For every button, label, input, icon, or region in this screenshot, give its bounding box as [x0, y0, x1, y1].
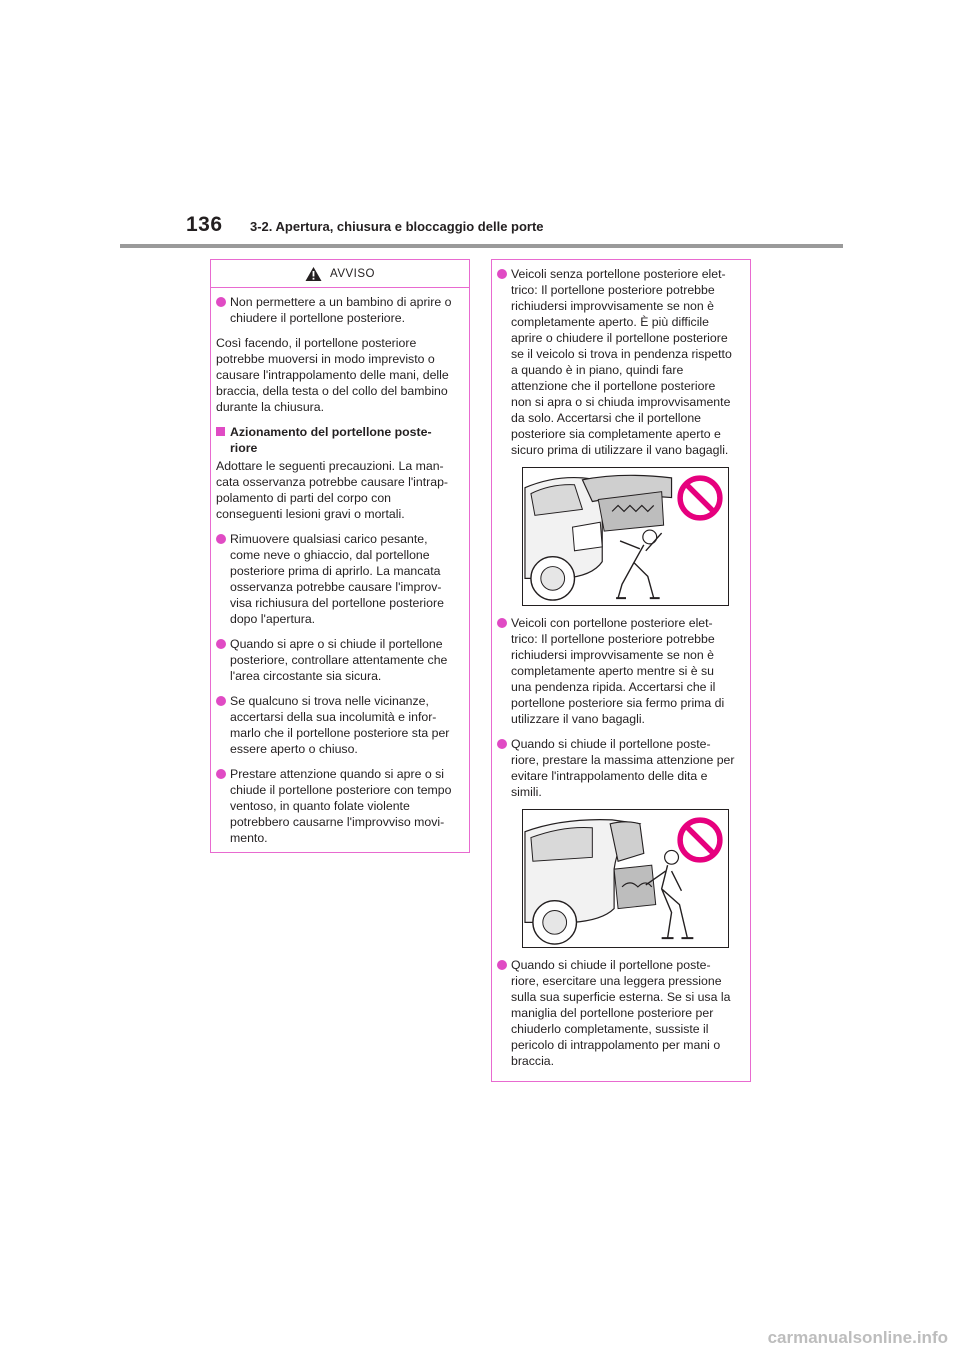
- warning-box-title: AVVISO: [330, 267, 375, 280]
- bullet-dot: [216, 297, 226, 307]
- sub-heading-text: Azionamento del portellone poste-riore: [230, 425, 432, 455]
- bullet-item: [216, 693, 456, 757]
- page-number: 136: [186, 213, 223, 236]
- bullet-item: [216, 766, 456, 846]
- prohibition-icon: [676, 816, 724, 864]
- bullet-item: [216, 294, 456, 326]
- bullet-item: [216, 531, 456, 627]
- bullet-dot: [216, 696, 226, 706]
- bullet-text: Veicoli con portellone posteriore elet-trico: Il portellone posteriore potrebbe richiudersi improvvisamente se non è completamente aperto mentre si è su una pendenza ripida. Accertarsi che il portellone posteriore sia fermo prima di utilizzare il vano bagagli.: [511, 616, 725, 726]
- tailgate-open-illustration: [522, 467, 729, 606]
- bullet-dot: [497, 618, 507, 628]
- warning-triangle-icon: [305, 266, 322, 282]
- bullet-text: Rimuovere qualsiasi carico pesante, come neve o ghiaccio, dal portellone posteriore prima di aprirlo. La mancata osservanza potrebbe causare l'improv-visa richiusura del portellone posteriore dopo l'apertura.: [230, 532, 444, 626]
- bullet-dot: [497, 960, 507, 970]
- bullet-text: Se qualcuno si trova nelle vicinanze, accertarsi della sua incolumità e infor-marlo che il portellone posteriore sta per essere aperto o chiuso.: [230, 694, 450, 756]
- bullet-text: Quando si chiude il portellone poste-riore, esercitare una leggera pressione sulla sua superficie esterna. Se si usa la maniglia del portellone posteriore per chiuderlo completamente, sussiste il pericolo di intrappolamento per mani o braccia.: [511, 958, 731, 1068]
- header-rule: [120, 244, 843, 248]
- warning-box-right: [491, 259, 751, 1082]
- paragraph: Così facendo, il portellone posteriore potrebbe muoversi in modo imprevisto o causare l'intrappolamento delle mani, delle braccia, della testa o del collo del bambino durante la chiusura.: [216, 336, 449, 414]
- prohibition-icon: [676, 474, 724, 522]
- section-title: 3-2. Apertura, chiusura e bloccaggio delle porte: [250, 219, 544, 234]
- bullet-dot: [497, 269, 507, 279]
- bullet-item: [497, 736, 737, 800]
- watermark: carmanualsonline.info: [767, 1328, 948, 1347]
- bullet-item: [497, 957, 737, 1069]
- bullet-item: [497, 266, 737, 458]
- tailgate-closing-illustration: [522, 809, 729, 948]
- bullet-dot: [216, 639, 226, 649]
- bullet-text: Veicoli senza portellone posteriore elet-trico: Il portellone posteriore potrebbe richiudersi improvvisamente se non è completamente aperto. È più difficile aprire o chiudere il portellone posteriore se il veicolo si trova in pendenza rispetto a quando è in piano, quindi fare attenzione che il portellone posteriore non si apra o si chiuda improvvisamente da solo. Accertarsi che il portellone posteriore sia completamente aperto e sicuro prima di utilizzare il vano bagagli.: [511, 267, 732, 457]
- bullet-dot: [216, 769, 226, 779]
- bullet-dot: [497, 739, 507, 749]
- bullet-text: Non permettere a un bambino di aprire o chiudere il portellone posteriore.: [230, 295, 452, 325]
- sub-heading: [216, 424, 456, 456]
- warning-box-left: [210, 259, 470, 853]
- bullet-item: [497, 615, 737, 727]
- bullet-item: [216, 636, 456, 684]
- bullet-text: Quando si apre o si chiude il portellone posteriore, controllare attentamente che l'area circostante sia sicura.: [230, 637, 448, 683]
- bullet-dot: [216, 534, 226, 544]
- bullet-text: Quando si chiude il portellone poste-riore, prestare la massima attenzione per evitare l'intrappolamento delle dita e simili.: [511, 737, 735, 799]
- square-mark-icon: [216, 427, 225, 436]
- paragraph: Adottare le seguenti precauzioni. La man-cata osservanza potrebbe causare l'intrap-polamento di parti del corpo con conseguenti lesioni gravi o mortali.: [216, 459, 449, 521]
- warning-box-header: [211, 260, 469, 288]
- bullet-text: Prestare attenzione quando si apre o si chiude il portellone posteriore con tempo ventoso, in quanto folate violente potrebbero causarne l'improvviso movi-mento.: [230, 767, 452, 845]
